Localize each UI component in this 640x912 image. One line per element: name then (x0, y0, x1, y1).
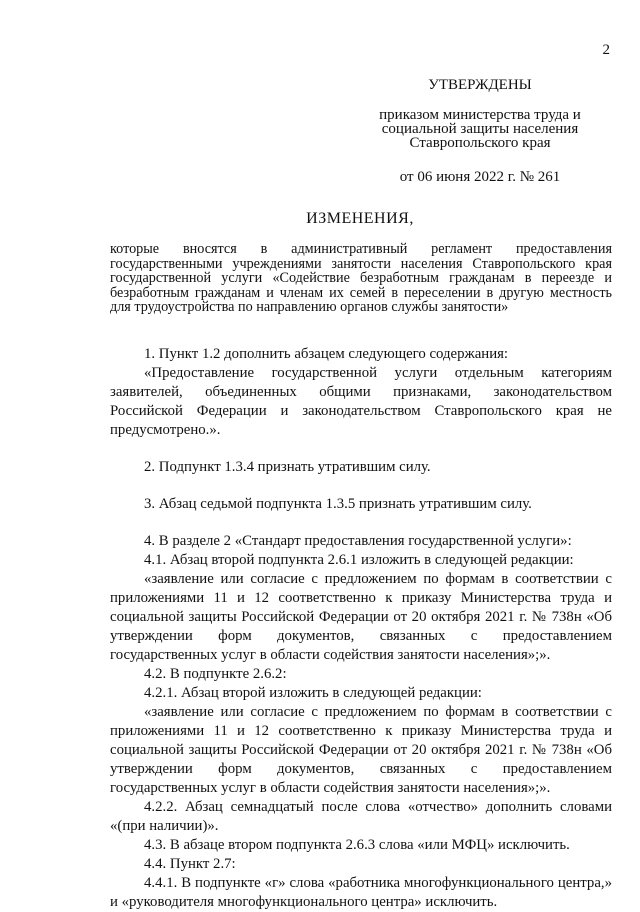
paragraph: «заявление или согласие с предложением по формам в соответствии с приложениями 11 и 12 соответственно к приказу Министерства труда и социальной защиты Российской Федерации от 20 октября 2021 г. № 738н «Об утверждении форм документов, связанных с предоставлением государственных услуг в области содействия занятости населения»;». (110, 704, 612, 796)
approval-date: от 06 июня 2022 г. № 261 (399, 169, 561, 185)
paragraph: 4.4. Пункт 2.7: (144, 856, 236, 872)
paragraph: 4.3. В абзаце втором подпункта 2.6.3 слова «или МФЦ» исключить. (144, 837, 570, 853)
approval-block (360, 76, 600, 186)
document-title: ИЗМЕНЕНИЯ, (306, 210, 414, 227)
paragraph: «Предоставление государственной услуги отдельным категориям заявителей, объединенных общими признаками, законодательством Российской Федерации и законодательством Ставропольского края не предусмотрено.». (110, 365, 612, 438)
paragraph: 1. Пункт 1.2 дополнить абзацем следующего содержания: (144, 346, 509, 362)
page-number: 2 (602, 42, 610, 58)
paragraph: 4.1. Абзац второй подпункта 2.6.1 изложить в следующей редакции: (144, 552, 574, 568)
paragraph: 4.2. В подпункте 2.6.2: (144, 666, 287, 682)
paragraph: 2. Подпункт 1.3.4 признать утратившим силу. (144, 459, 431, 475)
paragraph: 4.2.2. Абзац семнадцатый после слова «отчество» дополнить словами «(при наличии)». (110, 799, 612, 834)
document-subject: которые вносятся в административный регламент предоставления государственными учреждениями занятости населения Ставропольского края государственной услуги «Содействие безработным гражданам в переезде и безработным гражданам и членам их семей в переселении в другую местность для трудоустройства по направлению органов службы занятости» (110, 241, 612, 315)
approved-heading: УТВЕРЖДЕНЫ (428, 77, 532, 93)
document-body (110, 345, 612, 912)
paragraph: «заявление или согласие с предложением по формам в соответствии с приложениями 11 и 12 соответственно к приказу Министерства труда и социальной защиты Российской Федерации от 20 октября 2021 г. № 738н «Об утверждении форм документов, связанных с предоставлением государственных услуг в области содействия занятости населения»;». (110, 571, 612, 663)
approval-order: приказом министерства труда и социальной защиты населения Ставропольского края (379, 107, 581, 151)
paragraph: 4. В разделе 2 «Стандарт предоставления государственной услуги»: (144, 533, 572, 549)
paragraph: 4.2.1. Абзац второй изложить в следующей редакции: (144, 685, 482, 701)
paragraph: 3. Абзац седьмой подпункта 1.3.5 признать утратившим силу. (144, 496, 532, 512)
paragraph: 4.4.1. В подпункте «г» слова «работника многофункционального центра,» и «руководителя многофункционального центра» исключить. (110, 875, 612, 910)
